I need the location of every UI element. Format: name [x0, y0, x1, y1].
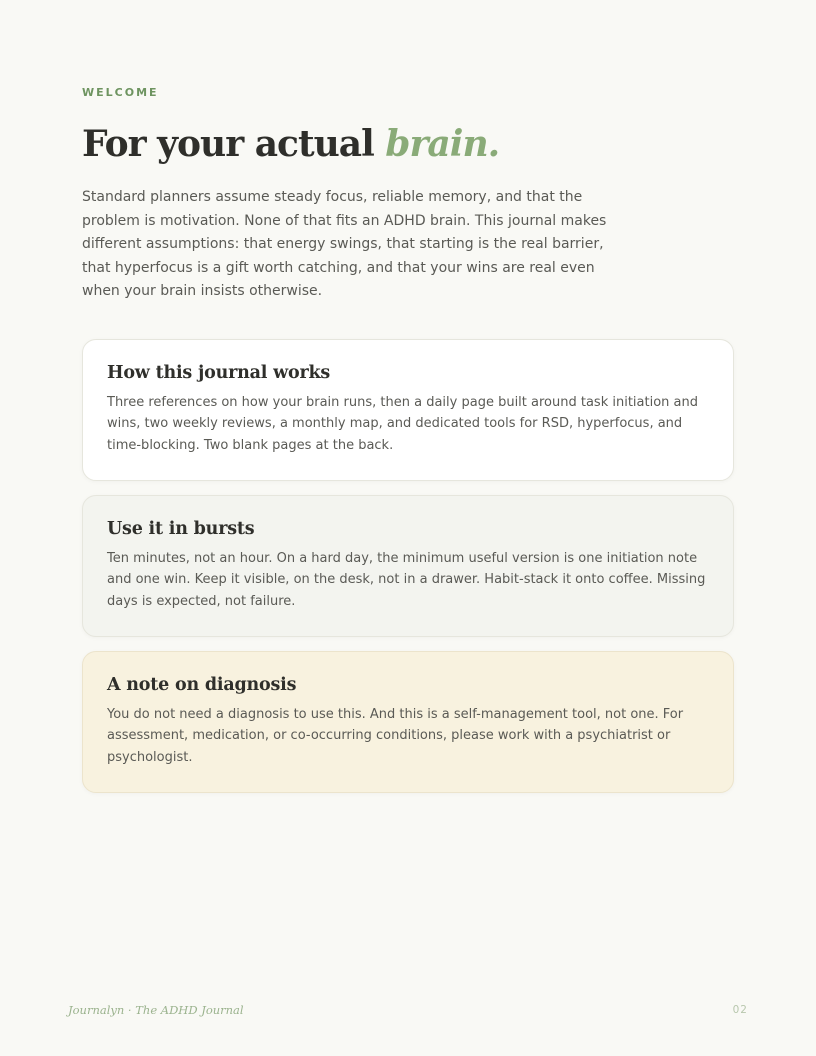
page-title [82, 122, 734, 166]
card-how-it-works [82, 339, 734, 481]
page-number: 02 [732, 1004, 748, 1016]
card-title: How this journal works [107, 362, 331, 383]
card-diagnosis-note [82, 651, 734, 793]
welcome-page [82, 86, 734, 793]
title-accent: brain. [385, 123, 500, 165]
intro-paragraph: Standard planners assume steady focus, reliable memory, and that the problem is motivation. None of that fits an ADHD brain. This journal makes different assumptions: that energy swings, that starting is the real barrier, that hyperfocus is a gift worth catching, and that your wins are real even when your brain insists otherwise. [82, 189, 607, 299]
card-body: Ten minutes, not an hour. On a hard day, the minimum useful version is one initiation note and one win. Keep it visible, on the desk, not in a drawer. Habit-stack it onto coffee. Missing days is expected, not failure. [107, 550, 706, 609]
card-title: Use it in bursts [107, 518, 255, 539]
card-title: A note on diagnosis [107, 674, 297, 695]
title-main: For your actual [82, 123, 386, 165]
section-eyebrow: WELCOME [82, 86, 159, 99]
card-use-in-bursts [82, 495, 734, 637]
card-body: You do not need a diagnosis to use this. And this is a self-management tool, not one. For assessment, medication, or co-occurring conditions, please work with a psychiatrist or psychologist. [107, 706, 684, 765]
card-body: Three references on how your brain runs, then a daily page built around task initiation and wins, two weekly reviews, a monthly map, and dedicated tools for RSD, hyperfocus, and time-blocking. Two blank pages at the back. [107, 394, 698, 453]
footer-brand: Journalyn · The ADHD Journal [68, 1003, 244, 1017]
